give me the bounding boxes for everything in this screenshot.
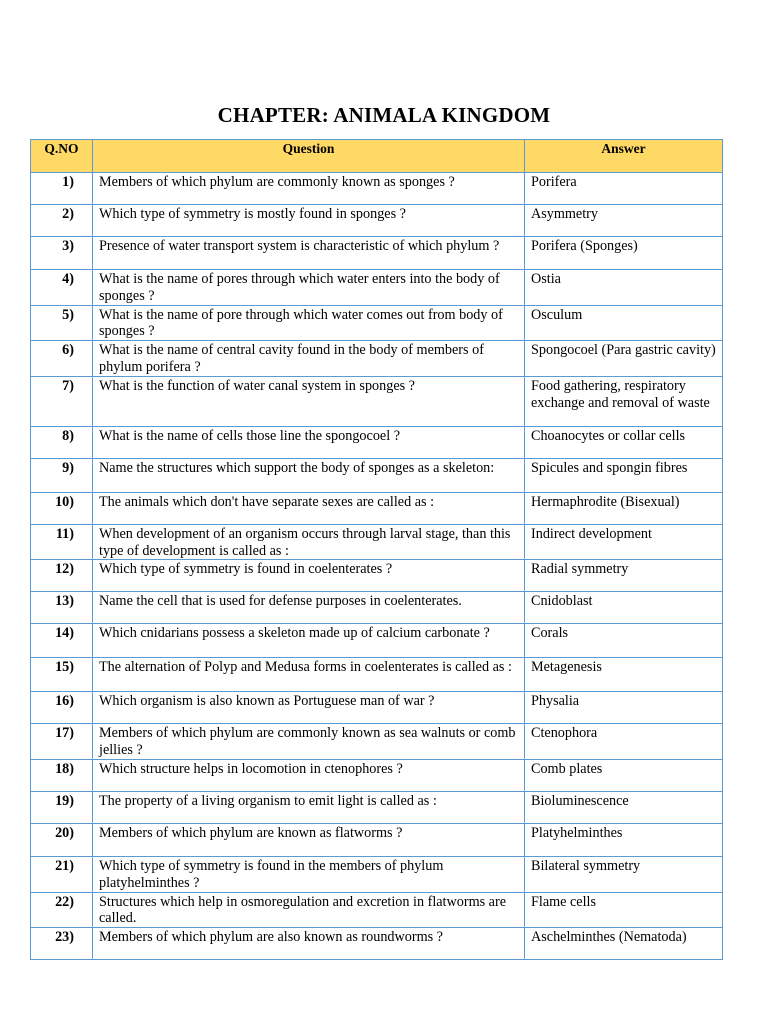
qno-cell: 10) [31, 492, 93, 524]
question-cell: Which organism is also known as Portuguese man of war ? [93, 692, 525, 724]
question-cell: Which structure helps in locomotion in ctenophores ? [93, 759, 525, 791]
question-cell: What is the name of pore through which water comes out from body of sponges ? [93, 305, 525, 341]
qno-cell: 8) [31, 426, 93, 458]
table-row [31, 658, 723, 692]
header-qno: Q.NO [31, 140, 93, 173]
table-row [31, 791, 723, 823]
question-cell: Which cnidarians possess a skeleton made up of calcium carbonate ? [93, 624, 525, 658]
table-row [31, 270, 723, 306]
answer-cell: Spongocoel (Para gastric cavity) [525, 341, 723, 377]
answer-cell: Radial symmetry [525, 560, 723, 592]
qno-cell: 2) [31, 205, 93, 237]
question-cell: Members of which phylum are known as flatworms ? [93, 823, 525, 856]
table-row [31, 341, 723, 377]
header-answer: Answer [525, 140, 723, 173]
answer-cell: Asymmetry [525, 205, 723, 237]
answer-cell: Comb plates [525, 759, 723, 791]
qno-cell: 9) [31, 458, 93, 492]
question-cell: Which type of symmetry is mostly found in sponges ? [93, 205, 525, 237]
qno-cell: 11) [31, 524, 93, 560]
answer-cell: Porifera (Sponges) [525, 237, 723, 270]
answer-cell: Cnidoblast [525, 592, 723, 624]
question-cell: What is the name of pores through which water enters into the body of sponges ? [93, 270, 525, 306]
question-cell: Name the structures which support the body of sponges as a skeleton: [93, 458, 525, 492]
table-row [31, 560, 723, 592]
answer-cell: Osculum [525, 305, 723, 341]
header-question: Question [93, 140, 525, 173]
qno-cell: 16) [31, 692, 93, 724]
qno-cell: 7) [31, 376, 93, 426]
table-row [31, 823, 723, 856]
answer-cell: Indirect development [525, 524, 723, 560]
qno-cell: 19) [31, 791, 93, 823]
table-row [31, 305, 723, 341]
question-cell: When development of an organism occurs through larval stage, than this type of development is called as : [93, 524, 525, 560]
table-row [31, 237, 723, 270]
table-row [31, 724, 723, 760]
table-row [31, 492, 723, 524]
qno-cell: 23) [31, 928, 93, 960]
qno-cell: 21) [31, 856, 93, 892]
answer-cell: Ostia [525, 270, 723, 306]
question-cell: Members of which phylum are commonly known as sponges ? [93, 173, 525, 205]
table-row [31, 173, 723, 205]
qno-cell: 14) [31, 624, 93, 658]
qno-cell: 22) [31, 892, 93, 928]
answer-cell: Hermaphrodite (Bisexual) [525, 492, 723, 524]
qa-table [30, 139, 723, 960]
table-row [31, 892, 723, 928]
page-title: CHAPTER: ANIMALA KINGDOM [217, 103, 551, 127]
question-cell: What is the function of water canal system in sponges ? [93, 376, 525, 426]
answer-cell: Metagenesis [525, 658, 723, 692]
table-row [31, 376, 723, 426]
question-cell: The property of a living organism to emit light is called as : [93, 791, 525, 823]
table-row [31, 458, 723, 492]
qno-cell: 15) [31, 658, 93, 692]
table-row [31, 692, 723, 724]
qno-cell: 1) [31, 173, 93, 205]
qno-cell: 3) [31, 237, 93, 270]
qno-cell: 13) [31, 592, 93, 624]
question-cell: Which type of symmetry is found in coelenterates ? [93, 560, 525, 592]
table-row [31, 205, 723, 237]
question-cell: Name the cell that is used for defense purposes in coelenterates. [93, 592, 525, 624]
table-row [31, 426, 723, 458]
qno-cell: 6) [31, 341, 93, 377]
question-cell: Which type of symmetry is found in the members of phylum platyhelminthes ? [93, 856, 525, 892]
answer-cell: Spicules and spongin fibres [525, 458, 723, 492]
table-row [31, 759, 723, 791]
table-row [31, 524, 723, 560]
answer-cell: Aschelminthes (Nematoda) [525, 928, 723, 960]
question-cell: Structures which help in osmoregulation and excretion in flatworms are called. [93, 892, 525, 928]
table-row [31, 928, 723, 960]
qno-cell: 18) [31, 759, 93, 791]
qno-cell: 12) [31, 560, 93, 592]
question-cell: What is the name of cells those line the spongocoel ? [93, 426, 525, 458]
question-cell: Presence of water transport system is characteristic of which phylum ? [93, 237, 525, 270]
answer-cell: Bioluminescence [525, 791, 723, 823]
qno-cell: 5) [31, 305, 93, 341]
table-row [31, 592, 723, 624]
table-row [31, 624, 723, 658]
question-cell: Members of which phylum are commonly known as sea walnuts or comb jellies ? [93, 724, 525, 760]
answer-cell: Porifera [525, 173, 723, 205]
qno-cell: 17) [31, 724, 93, 760]
question-cell: The alternation of Polyp and Medusa forms in coelenterates is called as : [93, 658, 525, 692]
answer-cell: Food gathering, respiratory exchange and removal of waste [525, 376, 723, 426]
qno-cell: 4) [31, 270, 93, 306]
answer-cell: Flame cells [525, 892, 723, 928]
question-cell: Members of which phylum are also known as roundworms ? [93, 928, 525, 960]
qno-cell: 20) [31, 823, 93, 856]
question-cell: What is the name of central cavity found in the body of members of phylum porifera ? [93, 341, 525, 377]
answer-cell: Corals [525, 624, 723, 658]
answer-cell: Platyhelminthes [525, 823, 723, 856]
question-cell: The animals which don't have separate sexes are called as : [93, 492, 525, 524]
answer-cell: Ctenophora [525, 724, 723, 760]
table-header-row [31, 140, 723, 173]
table-row [31, 856, 723, 892]
answer-cell: Choanocytes or collar cells [525, 426, 723, 458]
answer-cell: Physalia [525, 692, 723, 724]
answer-cell: Bilateral symmetry [525, 856, 723, 892]
